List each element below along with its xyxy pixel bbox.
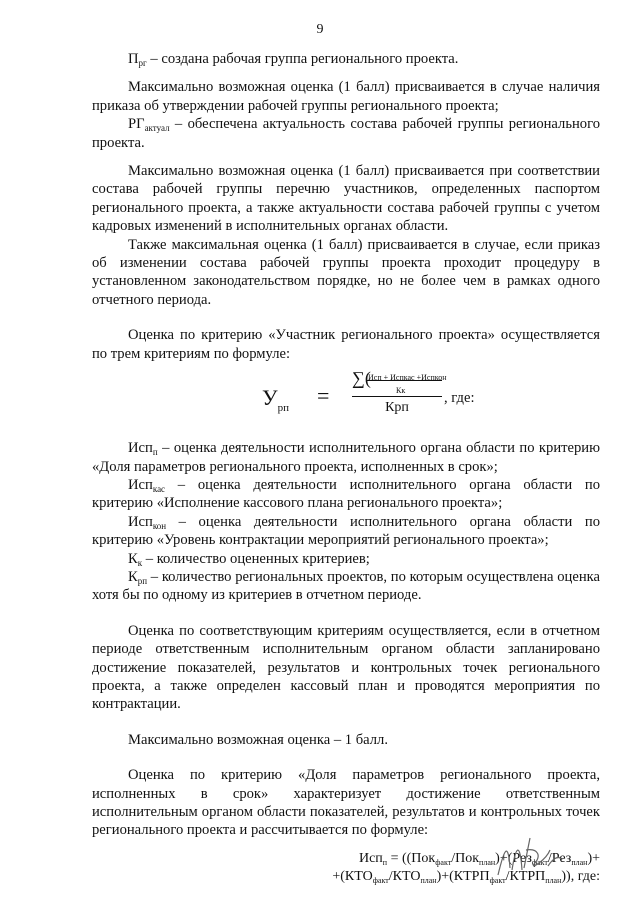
para-criterion-share: Оценка по критерию «Доля параметров регионального проекта, исполненных в срок» характеризует достижение ответственным исполнительным органом области показателей, результатов и контрольных точек регионального проекта и рассчитывается по формуле: xyxy=(92,767,600,839)
def-isp-kon: Исп$_{кон}$ – оценка деятельности исполнительного органа области по критерию «Уровень контрактации мероприятий регионального проекта»; xyxy=(92,513,600,549)
document-body xyxy=(92,50,600,886)
formula-participant xyxy=(92,367,600,431)
page-number: 9 xyxy=(316,22,324,37)
para-max-score-1: Максимально возможная оценка (1 балл) присваивается в случае наличия приказа об утверждении рабочей группы регионального проекта; xyxy=(92,79,600,114)
formula-lhs: $У_{рп}$ xyxy=(262,385,289,415)
def-krp: $К_{рп}$ – количество региональных проектов, по которым осуществлена оценка хотя бы по одному из критериев в отчетном периоде. xyxy=(92,568,600,604)
para-criterion-participant: Оценка по критерию «Участник регионального проекта» осуществляется по трем критериям по формуле: xyxy=(92,327,600,362)
para-max-score-3: Также максимальная оценка (1 балл) присваивается в случае, если приказ об изменении состава рабочей группы проекта проходит процедуру в установленном законодательством порядке, но не более чем в рамках одного отчетного периода. xyxy=(92,236,600,308)
sum-symbol: ∑( xyxy=(352,368,371,389)
formula-equals: = xyxy=(317,383,330,409)
formula-share-line1: Исп$_п$ = ((Пок$_{факт}$/Пок$_{план}$)+(Рез$_{факт}$/Рез$_{план}$)+ xyxy=(358,850,600,867)
signature-mark xyxy=(490,820,570,890)
formula-share-line2: $+(КТО_{факт}/КТО_{план})+(КТРП_{факт}/КТРП_{план})$), где: xyxy=(332,868,600,885)
para-max-score-2: Максимально возможная оценка (1 балл) присваивается при соответствии состава рабочей группы перечню участников, определенных паспортом регионального проекта, а также актуальности состава рабочей группы с учетом кадровых изменений в исполнительных органах области. xyxy=(92,163,600,235)
formula-where: , где: xyxy=(444,390,475,407)
para-rg-actual: $РГ_{актуал}$ – обеспечена актуальность состава рабочей группы регионального проекта. xyxy=(92,116,600,151)
def-kk: $К_к$ – количество оцененных критериев; xyxy=(128,550,370,568)
formula-outer-denominator: Крп xyxy=(385,400,409,416)
para-evaluation-condition: Оценка по соответствующим критериям осуществляется, если в отчетном периоде ответственным исполнительным органом области запланировано достижение показателей, результатов и контрольных точек регионального проекта, а также определен кассовый план и проводятся мероприятия по контрактации. xyxy=(92,622,600,713)
def-isp-p: Исп$_п$ – оценка деятельности исполнительного органа области по критерию «Доля параметров регионального проекта, исполненных в срок»; xyxy=(92,440,600,475)
def-isp-kas: Исп$_{кас}$ – оценка деятельности исполнительного органа области по критерию «Исполнение кассового плана регионального проекта»; xyxy=(92,476,600,512)
para-max-score-4: Максимально возможная оценка – 1 балл. xyxy=(128,731,388,748)
formula-inner-denominator: Кк xyxy=(396,386,406,396)
para-prg: $П_{рг}$ – создана рабочая группа регионального проекта. xyxy=(128,51,459,68)
formula-inner-numerator: Исп + Испкас +Испкон xyxy=(368,373,447,383)
